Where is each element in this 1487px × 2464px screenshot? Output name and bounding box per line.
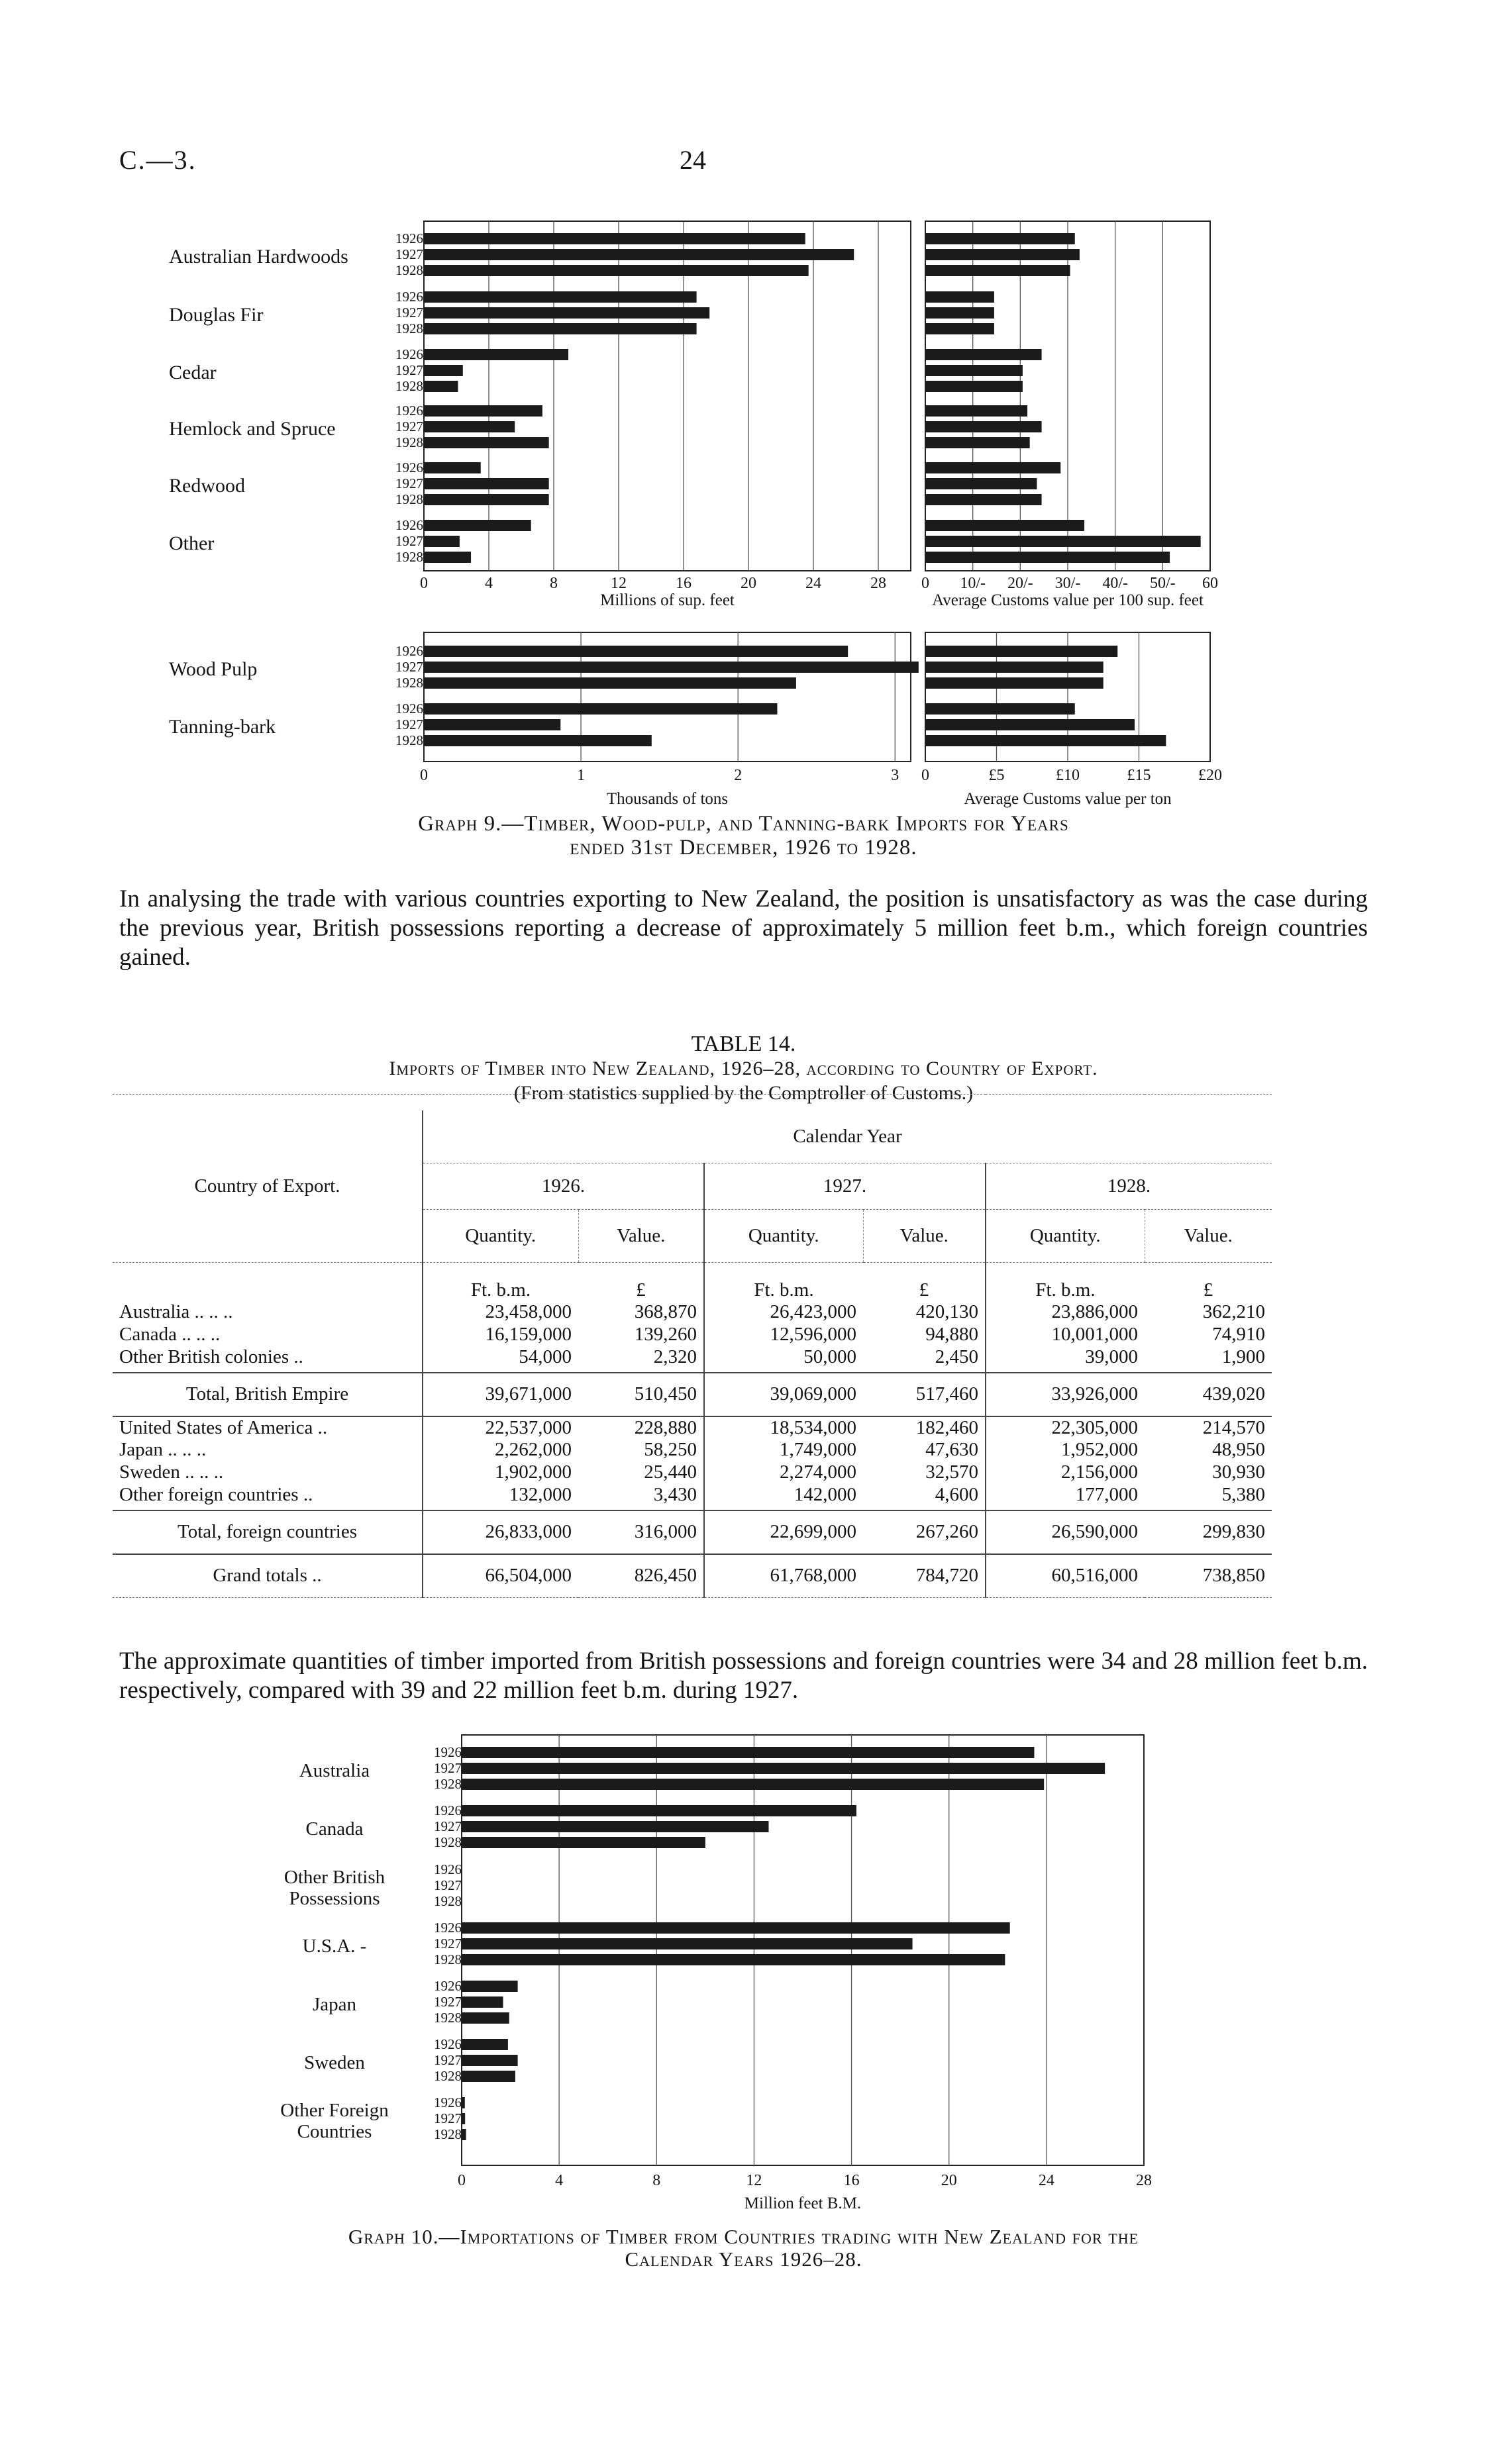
year-label: 1928	[434, 2068, 462, 2084]
tick-label: 2	[734, 767, 743, 784]
bar	[424, 735, 652, 746]
value-cell: 182,460	[863, 1416, 986, 1439]
value-cell: 132,000	[423, 1484, 578, 1510]
value-cell: 32,570	[925, 1461, 978, 1483]
total-cell: 316,000	[578, 1510, 704, 1554]
grand-total-cell: 826,450	[578, 1554, 704, 1598]
category-label: Possessions	[289, 1888, 380, 1909]
country-cell: Sweden .. .. ..	[119, 1461, 224, 1483]
category-label: Canada	[305, 1818, 364, 1840]
year-label: 1927	[395, 305, 423, 320]
category-label: U.S.A. -	[302, 1936, 367, 1957]
year-label: 1926	[434, 1978, 462, 1994]
value-header: Value.	[578, 1210, 704, 1263]
year-label: 1927	[434, 1760, 462, 1776]
tick-label: 40/-	[1102, 575, 1129, 592]
table-row	[113, 1484, 1272, 1510]
year-label: 1927	[434, 1994, 462, 2010]
year-label: 1928	[395, 320, 423, 336]
year-label: 1926	[434, 2094, 462, 2110]
country-cell: Australia .. .. ..	[119, 1301, 233, 1322]
tick-label: 20	[941, 2172, 957, 2189]
bar	[925, 646, 1117, 657]
bar	[462, 1954, 1005, 1965]
total-cell: 267,260	[863, 1510, 986, 1554]
chart-frame	[462, 1735, 1144, 2165]
year-label: 1926	[434, 1744, 462, 1760]
calendar-year-header: Calendar Year	[423, 1110, 1272, 1163]
value-cell: 1,900	[1221, 1346, 1265, 1367]
value-cell: 30,930	[1212, 1461, 1265, 1483]
tick-label: 10/-	[960, 575, 986, 592]
country-cell: United States of America ..	[113, 1416, 423, 1439]
bar	[424, 494, 549, 505]
bar	[925, 437, 1030, 448]
bar	[925, 703, 1075, 715]
value-cell: 74,910	[1212, 1324, 1265, 1345]
year-label: 1927	[434, 1818, 462, 1834]
bar	[925, 323, 994, 334]
year-label: 1927	[434, 2052, 462, 2068]
year-label: 1927	[434, 1936, 462, 1951]
unit-label: £	[919, 1279, 929, 1301]
year-label: 1927	[395, 716, 423, 732]
table-source: (From statistics supplied by the Comptroller of Customs.)	[513, 1082, 974, 1104]
bar	[424, 520, 531, 531]
year-label: 1926	[395, 403, 423, 419]
year-label: 1926	[395, 289, 423, 305]
page-reference: C.—3.	[119, 145, 197, 175]
value-cell: 94,880	[925, 1324, 978, 1345]
tick-label: 28	[870, 575, 886, 592]
category-label: Other Foreign	[280, 2100, 389, 2121]
bar	[424, 552, 471, 563]
quantity-header: Quantity.	[986, 1210, 1145, 1263]
unit-label: £	[1203, 1279, 1213, 1301]
value-cell: 58,250	[644, 1439, 697, 1460]
bar	[462, 1821, 769, 1832]
bar	[925, 677, 1103, 689]
tick-label: £20	[1198, 767, 1222, 784]
value-cell: 2,320	[653, 1346, 697, 1367]
year-label: 1926	[434, 2036, 462, 2052]
tick-label: 50/-	[1149, 575, 1176, 592]
quantity-header: Quantity.	[423, 1210, 578, 1263]
unit-label: Ft. b.m.	[704, 1263, 863, 1301]
year-label: 1928	[434, 1951, 462, 1967]
grand-total-cell: 784,720	[863, 1554, 986, 1598]
bar	[462, 1747, 1034, 1758]
category-label: Sweden	[304, 2052, 365, 2073]
year-label: 1926	[395, 346, 423, 362]
graph10-caption-line1: Graph 10.—Importations of Timber from Countries trading with New Zealand for the	[348, 2225, 1139, 2248]
bar	[462, 1981, 518, 1992]
tick-label: 20/-	[1007, 575, 1033, 592]
bar	[462, 2129, 466, 2140]
bar	[462, 1779, 1044, 1790]
value-cell: 16,159,000	[423, 1324, 578, 1346]
total-label: Total, foreign countries	[113, 1510, 423, 1554]
tick-label: £5	[988, 767, 1005, 784]
grand-total-cell: 61,768,000	[704, 1554, 863, 1598]
bar	[424, 646, 848, 657]
bar	[925, 365, 1023, 376]
value-cell: 4,600	[935, 1483, 978, 1505]
grand-total-row	[113, 1554, 1272, 1598]
bar	[925, 662, 1103, 673]
value-cell: 2,450	[935, 1346, 978, 1367]
bar	[424, 349, 568, 360]
year-label: 1926	[395, 230, 423, 246]
value-cell: 1,749,000	[704, 1439, 863, 1461]
tick-label: 0	[420, 767, 428, 784]
category-label: Tanning-bark	[169, 716, 276, 738]
tick-label: 24	[1038, 2172, 1054, 2189]
category-label: Douglas Fir	[169, 304, 264, 326]
tick-label: 8	[550, 575, 558, 592]
category-label: Australian Hardwoods	[169, 246, 348, 268]
value-cell: 22,305,000	[986, 1416, 1145, 1439]
country-cell: Other foreign countries ..	[119, 1483, 313, 1505]
graph9-caption-line1: Graph 9.—Timber, Wood-pulp, and Tanning-bark Imports for Years	[418, 812, 1069, 836]
axis-label: Thousands of tons	[606, 790, 729, 808]
bar	[424, 536, 460, 547]
year-label: 1928	[395, 378, 423, 394]
value-cell: 48,950	[1212, 1439, 1265, 1460]
bar	[462, 2055, 518, 2066]
table-row	[113, 1416, 1272, 1439]
value-cell: 54,000	[423, 1346, 578, 1373]
total-cell: 33,926,000	[986, 1373, 1145, 1416]
bar	[424, 233, 805, 244]
value-cell: 2,274,000	[704, 1461, 863, 1484]
value-cell: 139,260	[634, 1324, 697, 1345]
bar	[925, 735, 1166, 746]
category-label: Redwood	[169, 475, 245, 497]
year-1926-header: 1926.	[423, 1163, 704, 1210]
unit-label: Ft. b.m.	[423, 1263, 578, 1301]
table-row	[113, 1301, 1272, 1324]
tick-label: 0	[458, 2172, 466, 2189]
tick-label: 4	[485, 575, 493, 592]
year-label: 1926	[395, 643, 423, 659]
bar	[462, 2039, 508, 2050]
year-label: 1927	[395, 419, 423, 434]
grand-total-cell: 66,504,000	[423, 1554, 578, 1598]
tick-label: 12	[746, 2172, 762, 2189]
table-row	[113, 1346, 1272, 1373]
year-label: 1928	[395, 491, 423, 507]
value-cell: 39,000	[986, 1346, 1145, 1373]
year-label: 1928	[395, 549, 423, 565]
bar	[925, 421, 1042, 432]
year-label: 1928	[434, 1834, 462, 1850]
total-cell: 299,830	[1145, 1510, 1272, 1554]
bar	[424, 249, 854, 260]
value-cell: 1,952,000	[986, 1439, 1145, 1461]
year-label: 1928	[434, 1776, 462, 1792]
axis-label: Millions of sup. feet	[600, 591, 735, 609]
table-row	[113, 1461, 1272, 1484]
tick-label: 24	[805, 575, 821, 592]
bar	[925, 381, 1023, 392]
unit-label: Ft. b.m.	[986, 1263, 1145, 1301]
year-label: 1926	[395, 517, 423, 533]
year-label: 1926	[395, 460, 423, 475]
summary-paragraph: The approximate quantities of timber imported from British possessions and foreign countries were 34 and 28 million feet b.m. respectively, compared with 39 and 22 million feet b.m. during 1927.	[119, 1648, 1368, 1704]
bar	[925, 265, 1070, 276]
year-label: 1928	[395, 434, 423, 450]
tick-label: 0	[921, 767, 929, 784]
total-cell: 39,671,000	[423, 1373, 578, 1416]
value-cell: 50,000	[704, 1346, 863, 1373]
year-label: 1926	[395, 701, 423, 716]
value-cell: 5,380	[1221, 1483, 1265, 1505]
value-cell: 368,870	[634, 1301, 697, 1322]
bar	[462, 1763, 1105, 1774]
total-row	[113, 1373, 1272, 1416]
table-row	[113, 1439, 1272, 1461]
category-label: Hemlock and Spruce	[169, 418, 336, 440]
total-cell: 510,450	[578, 1373, 704, 1416]
imports-table	[113, 1094, 1272, 1598]
table-title: TABLE 14.	[691, 1032, 796, 1056]
bar	[424, 437, 549, 448]
country-cell: Japan .. .. ..	[119, 1439, 207, 1460]
axis-label: Million feet B.M.	[744, 2194, 862, 2212]
tick-label: 12	[611, 575, 627, 592]
bar	[925, 552, 1170, 563]
category-label: Japan	[312, 1994, 357, 2015]
bar	[424, 478, 549, 489]
grand-total-cell: 738,850	[1145, 1554, 1272, 1598]
page-number: 24	[680, 145, 706, 175]
bar	[424, 405, 542, 417]
year-label: 1927	[434, 2110, 462, 2126]
axis-label: Average Customs value per 100 sup. feet	[932, 591, 1204, 609]
year-label: 1928	[395, 732, 423, 748]
bar	[462, 2097, 465, 2108]
year-label: 1927	[434, 1877, 462, 1893]
bar	[424, 677, 796, 689]
bar	[424, 365, 463, 376]
bar	[925, 478, 1037, 489]
bar	[925, 462, 1060, 473]
tick-label: 16	[676, 575, 692, 592]
category-label: Other British	[283, 1867, 385, 1888]
grand-total-cell: 60,516,000	[986, 1554, 1145, 1598]
country-cell: Canada .. .. ..	[119, 1324, 221, 1345]
year-label: 1928	[395, 675, 423, 691]
bar	[462, 1996, 503, 2008]
value-cell: 362,210	[1202, 1301, 1265, 1322]
bar	[462, 1922, 1010, 1934]
value-cell: 22,537,000	[423, 1416, 578, 1439]
value-cell: 3,430	[653, 1483, 697, 1505]
year-label: 1927	[395, 533, 423, 549]
total-row	[113, 1510, 1272, 1554]
tick-label: 8	[652, 2172, 661, 2189]
year-label: 1926	[434, 1920, 462, 1936]
value-header: Value.	[1145, 1210, 1272, 1263]
bar	[925, 520, 1084, 531]
value-cell: 228,880	[578, 1416, 704, 1439]
value-cell: 12,596,000	[704, 1324, 863, 1346]
category-label: Cedar	[169, 362, 217, 383]
year-label: 1928	[434, 2126, 462, 2142]
year-label: 1927	[395, 659, 423, 675]
bar	[424, 719, 560, 730]
value-cell: 1,902,000	[423, 1461, 578, 1484]
tick-label: 30/-	[1054, 575, 1081, 592]
year-1927-header: 1927.	[704, 1163, 986, 1210]
value-cell: 18,534,000	[704, 1416, 863, 1439]
bar	[424, 323, 697, 334]
year-label: 1928	[434, 2010, 462, 2026]
total-cell: 26,590,000	[986, 1510, 1145, 1554]
table-row	[113, 1324, 1272, 1346]
tick-label: 1	[577, 767, 586, 784]
bar	[925, 494, 1042, 505]
year-label: 1927	[395, 362, 423, 378]
bar	[925, 536, 1201, 547]
bar	[424, 291, 697, 303]
bar	[925, 405, 1027, 417]
year-label: 1927	[395, 475, 423, 491]
table-subtitle: Imports of Timber into New Zealand, 1926–28, according to Country of Export.	[389, 1058, 1098, 1079]
bar	[462, 2113, 465, 2124]
year-label: 1928	[395, 262, 423, 278]
quantity-header: Quantity.	[704, 1210, 863, 1263]
value-header: Value.	[863, 1210, 986, 1263]
year-label: 1928	[434, 1893, 462, 1909]
total-cell: 22,699,000	[704, 1510, 863, 1554]
graph9-caption-line2: ended 31st December, 1926 to 1928.	[570, 836, 917, 860]
bar	[424, 265, 809, 276]
value-cell: 420,130	[915, 1301, 978, 1322]
bar	[925, 249, 1080, 260]
value-cell: 23,886,000	[986, 1301, 1145, 1324]
value-cell: 47,630	[925, 1439, 978, 1460]
tick-label: 16	[843, 2172, 860, 2189]
value-cell: 25,440	[644, 1461, 697, 1483]
tick-label: 60	[1202, 575, 1218, 592]
axis-label: Average Customs value per ton	[964, 790, 1172, 808]
value-cell: 2,156,000	[986, 1461, 1145, 1484]
bar	[462, 1938, 913, 1949]
year-1928-header: 1928.	[986, 1163, 1272, 1210]
bar	[424, 703, 777, 715]
grand-total-label: Grand totals ..	[113, 1554, 423, 1598]
year-label: 1926	[434, 1861, 462, 1877]
bar	[424, 381, 458, 392]
bar	[462, 1837, 705, 1848]
bar	[424, 462, 481, 473]
value-cell: 214,570	[1145, 1416, 1272, 1439]
bar	[925, 233, 1075, 244]
year-label: 1926	[434, 1802, 462, 1818]
tick-label: 20	[741, 575, 756, 592]
total-cell: 439,020	[1145, 1373, 1272, 1416]
category-label: Australia	[299, 1760, 370, 1781]
bar	[462, 1805, 856, 1816]
bar	[462, 2012, 509, 2024]
value-cell: 177,000	[986, 1484, 1145, 1510]
category-label: Wood Pulp	[169, 658, 258, 680]
value-cell: 2,262,000	[423, 1439, 578, 1461]
bar	[925, 719, 1135, 730]
tick-label: 3	[891, 767, 899, 784]
graph10-caption-line2: Calendar Years 1926–28.	[625, 2247, 862, 2271]
tick-label: 28	[1136, 2172, 1152, 2189]
tick-label: 0	[921, 575, 929, 592]
bar	[424, 662, 919, 673]
tick-label: 4	[555, 2172, 564, 2189]
bar	[925, 291, 994, 303]
value-cell: 26,423,000	[704, 1301, 863, 1324]
value-cell: 10,001,000	[986, 1324, 1145, 1346]
country-header: Country of Export.	[113, 1110, 423, 1263]
analysis-paragraph: In analysing the trade with various countries exporting to New Zealand, the position is unsatisfactory as was the case during the previous year, British possessions reporting a decrease of approximately 5 million feet b.m., which foreign countries gained.	[119, 885, 1368, 971]
bar	[424, 307, 709, 319]
bar	[925, 307, 994, 319]
bar	[925, 349, 1042, 360]
category-label: Other	[169, 532, 215, 554]
total-label: Total, British Empire	[113, 1373, 423, 1416]
tick-label: £10	[1056, 767, 1080, 784]
bar	[424, 421, 515, 432]
tick-label: £15	[1127, 767, 1151, 784]
total-cell: 39,069,000	[704, 1373, 863, 1416]
bar	[462, 2071, 515, 2082]
value-cell: 23,458,000	[423, 1301, 578, 1324]
category-label: Countries	[297, 2121, 372, 2142]
country-cell: Other British colonies ..	[119, 1346, 303, 1367]
total-cell: 26,833,000	[423, 1510, 578, 1554]
year-label: 1927	[395, 246, 423, 262]
tick-label: 0	[420, 575, 428, 592]
total-cell: 517,460	[863, 1373, 986, 1416]
value-cell: 142,000	[704, 1484, 863, 1510]
unit-label: £	[636, 1279, 646, 1301]
